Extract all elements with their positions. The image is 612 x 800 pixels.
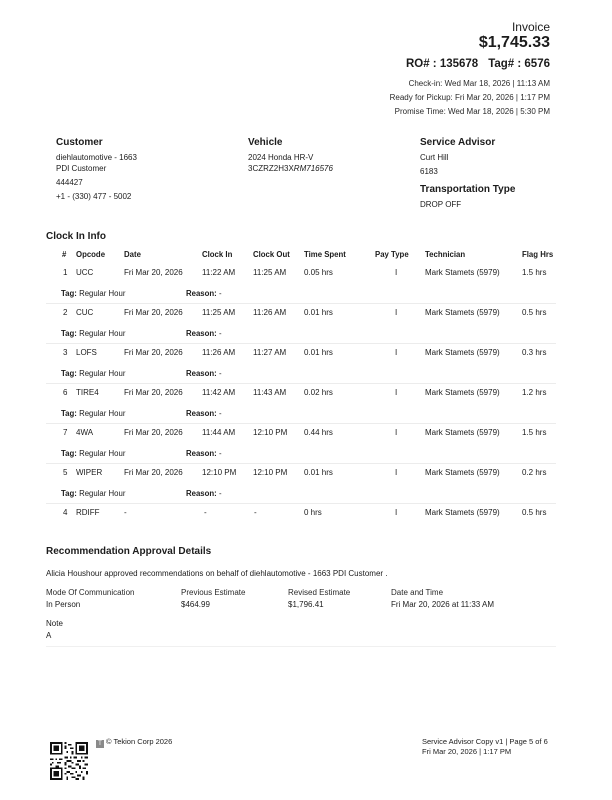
row-pay-type: I <box>395 388 398 397</box>
clock-in-entry <box>46 424 556 464</box>
footer-copyright <box>96 737 172 748</box>
col-clock-out: Clock Out <box>253 250 290 259</box>
row-tag: Regular Hour <box>79 409 126 418</box>
row-tag-line <box>61 369 222 378</box>
col-pay-type: Pay Type <box>375 250 409 259</box>
row-date: Fri Mar 20, 2026 <box>124 308 183 317</box>
row-date: Fri Mar 20, 2026 <box>124 428 183 437</box>
approval-text: Alicia Houshour approved recommendations on behalf of diehlautomotive - 1663 PDI Customer . <box>46 569 388 578</box>
previous-estimate-value: $464.99 <box>181 600 210 609</box>
service-advisor-name: Curt Hill <box>420 153 449 162</box>
row-tag: Regular Hour <box>79 489 126 498</box>
row-date: - <box>124 508 127 517</box>
row-number: 5 <box>63 468 68 477</box>
table-row <box>46 468 556 479</box>
clock-in-title: Clock In Info <box>46 231 106 242</box>
row-flag-hrs: 0.5 hrs <box>522 508 547 517</box>
row-technician: Mark Stamets (5979) <box>425 348 500 357</box>
col-number: # <box>62 250 67 259</box>
row-clock-out: 11:26 AM <box>253 308 287 317</box>
clock-in-entry <box>46 504 556 526</box>
previous-estimate-label: Previous Estimate <box>181 588 246 597</box>
vin-prefix: 3CZRZ2H3X <box>248 164 294 173</box>
row-clock-out: 11:43 AM <box>253 388 287 397</box>
ro-tag-line <box>406 58 550 70</box>
row-clock-in: 11:42 AM <box>202 388 236 397</box>
tekion-logo-icon: T <box>96 740 104 748</box>
mode-of-communication <box>46 587 134 611</box>
reason-label: Reason: <box>186 409 217 418</box>
date-and-time <box>391 587 494 611</box>
vin-suffix: RM716576 <box>293 164 333 173</box>
reason-label: Reason: <box>186 449 217 458</box>
transportation-heading: Transportation Type <box>420 184 516 195</box>
row-pay-type: I <box>395 268 398 277</box>
row-reason <box>186 289 222 298</box>
revised-estimate <box>288 587 350 611</box>
reason-label: Reason: <box>186 489 217 498</box>
row-clock-in: 12:10 PM <box>202 468 237 477</box>
transportation-value: DROP OFF <box>420 200 462 209</box>
row-flag-hrs: 1.5 hrs <box>522 268 547 277</box>
row-flag-hrs: 1.5 hrs <box>522 428 547 437</box>
row-reason-value: - <box>218 329 222 338</box>
tag-number: Tag# : 6576 <box>488 58 550 70</box>
row-clock-in: 11:25 AM <box>202 308 236 317</box>
row-time-spent: 0.01 hrs <box>304 308 333 317</box>
vehicle-vin <box>248 163 333 174</box>
reason-label: Reason: <box>186 329 217 338</box>
footer-date-line: Fri Mar 20, 2026 | 1:17 PM <box>422 746 512 756</box>
row-clock-in: - <box>204 508 207 517</box>
row-date: Fri Mar 20, 2026 <box>124 268 183 277</box>
row-time-spent: 0.44 hrs <box>304 428 333 437</box>
clock-in-entry <box>46 344 556 384</box>
row-reason <box>186 369 222 378</box>
table-row <box>46 508 556 519</box>
row-tag-line <box>61 329 222 338</box>
row-date: Fri Mar 20, 2026 <box>124 468 183 477</box>
vehicle-model: 2024 Honda HR-V <box>248 153 314 162</box>
vehicle-block <box>248 137 333 174</box>
row-time-spent: 0.01 hrs <box>304 348 333 357</box>
row-time-spent: 0.01 hrs <box>304 468 333 477</box>
row-reason <box>186 489 222 498</box>
row-technician: Mark Stamets (5979) <box>425 468 500 477</box>
footer-copy-line: Service Advisor Copy v1 | Page 5 of 6 <box>422 737 548 746</box>
customer-block <box>56 137 137 202</box>
table-row <box>46 428 556 439</box>
row-clock-out: 11:25 AM <box>253 268 287 277</box>
ro-number: RO# : 135678 <box>405 58 479 70</box>
reason-label: Reason: <box>186 369 217 378</box>
row-number: 3 <box>63 348 68 357</box>
customer-line2: PDI Customer <box>56 164 107 173</box>
row-number: 6 <box>63 388 68 397</box>
service-advisor-block <box>420 137 495 177</box>
qr-code-icon <box>50 742 88 780</box>
table-row <box>46 308 556 319</box>
row-clock-in: 11:44 AM <box>202 428 236 437</box>
row-clock-out: 11:27 AM <box>253 348 287 357</box>
note-value: A <box>46 631 52 640</box>
row-clock-out: - <box>254 508 257 517</box>
row-opcode: LOFS <box>76 348 97 357</box>
row-pay-type: I <box>395 428 398 437</box>
col-time-spent: Time Spent <box>304 250 346 259</box>
row-technician: Mark Stamets (5979) <box>425 268 500 277</box>
note-block <box>46 618 63 642</box>
row-number: 2 <box>63 308 68 317</box>
tag-label: Tag: <box>61 449 77 458</box>
row-number: 1 <box>63 268 68 277</box>
row-opcode: TIRE4 <box>76 388 99 397</box>
row-clock-in: 11:22 AM <box>202 268 236 277</box>
row-pay-type: I <box>395 348 398 357</box>
row-clock-out: 12:10 PM <box>253 428 288 437</box>
row-technician: Mark Stamets (5979) <box>425 308 500 317</box>
row-flag-hrs: 0.2 hrs <box>522 468 547 477</box>
row-tag-line <box>61 489 222 498</box>
promise-time: Promise Time: Wed Mar 18, 2026 | 5:30 PM <box>394 107 550 116</box>
vehicle-heading: Vehicle <box>248 137 283 148</box>
row-tag: Regular Hour <box>79 449 126 458</box>
col-technician: Technician <box>425 250 466 259</box>
row-tag-line <box>61 449 222 458</box>
row-number: 4 <box>63 508 68 517</box>
col-flag-hrs: Flag Hrs <box>522 250 554 259</box>
tag-label: Tag: <box>61 409 77 418</box>
row-opcode: WIPER <box>76 468 103 477</box>
row-opcode: RDIFF <box>76 508 100 517</box>
row-reason-value: - <box>218 409 222 418</box>
row-reason <box>186 329 222 338</box>
note-divider <box>46 646 556 647</box>
row-reason-value: - <box>218 369 222 378</box>
revised-estimate-label: Revised Estimate <box>288 588 351 597</box>
invoice-total: $1,745.33 <box>478 34 550 51</box>
row-reason <box>186 449 222 458</box>
row-time-spent: 0 hrs <box>304 508 322 517</box>
col-opcode: Opcode <box>76 250 106 259</box>
row-flag-hrs: 0.3 hrs <box>522 348 547 357</box>
recommendation-title: Recommendation Approval Details <box>46 546 212 557</box>
row-reason <box>186 409 222 418</box>
row-reason-value: - <box>218 449 222 458</box>
clock-in-rows <box>46 264 556 526</box>
footer-page-info <box>422 737 548 756</box>
clock-in-entry <box>46 384 556 424</box>
check-in-time: Check-in: Wed Mar 18, 2026 | 11:13 AM <box>408 79 550 88</box>
row-flag-hrs: 0.5 hrs <box>522 308 547 317</box>
row-pay-type: I <box>395 308 398 317</box>
row-date: Fri Mar 20, 2026 <box>124 388 183 397</box>
row-time-spent: 0.05 hrs <box>304 268 333 277</box>
copyright-text: © Tekion Corp 2026 <box>106 737 173 746</box>
row-tag: Regular Hour <box>79 329 126 338</box>
row-reason-value: - <box>218 289 222 298</box>
previous-estimate <box>181 587 245 611</box>
reason-label: Reason: <box>186 289 217 298</box>
clock-in-entry <box>46 264 556 304</box>
row-date: Fri Mar 20, 2026 <box>124 348 183 357</box>
table-row <box>46 388 556 399</box>
date-time-value: Fri Mar 20, 2026 at 11:33 AM <box>391 600 495 609</box>
row-technician: Mark Stamets (5979) <box>425 428 500 437</box>
invoice-label: Invoice <box>511 20 550 34</box>
row-time-spent: 0.02 hrs <box>304 388 333 397</box>
row-technician: Mark Stamets (5979) <box>425 508 500 517</box>
col-date: Date <box>124 250 141 259</box>
row-tag: Regular Hour <box>79 289 126 298</box>
note-label: Note <box>46 619 63 628</box>
customer-name: diehlautomotive - 1663 <box>56 153 137 162</box>
transportation-block <box>420 184 515 210</box>
row-pay-type: I <box>395 508 398 517</box>
row-pay-type: I <box>395 468 398 477</box>
table-row <box>46 348 556 359</box>
ready-for-pickup-time: Ready for Pickup: Fri Mar 20, 2026 | 1:17 PM <box>389 93 550 102</box>
mode-value: In Person <box>46 600 81 609</box>
tag-label: Tag: <box>61 369 77 378</box>
row-tag-line <box>61 409 222 418</box>
date-time-label: Date and Time <box>391 588 444 597</box>
row-opcode: 4WA <box>76 428 94 437</box>
row-tag-line <box>61 289 222 298</box>
customer-heading: Customer <box>56 137 103 148</box>
col-clock-in: Clock In <box>202 250 233 259</box>
clock-in-entry <box>46 304 556 344</box>
row-number: 7 <box>63 428 68 437</box>
tag-label: Tag: <box>61 489 77 498</box>
customer-phone: +1 - (330) 477 - 5002 <box>56 192 132 201</box>
row-opcode: UCC <box>76 268 94 277</box>
row-flag-hrs: 1.2 hrs <box>522 388 547 397</box>
table-row <box>46 268 556 279</box>
service-advisor-heading: Service Advisor <box>420 137 496 148</box>
clock-in-entry <box>46 464 556 504</box>
tag-label: Tag: <box>61 289 77 298</box>
row-tag: Regular Hour <box>79 369 126 378</box>
row-technician: Mark Stamets (5979) <box>425 388 500 397</box>
row-reason-value: - <box>218 489 222 498</box>
clock-in-header <box>46 250 556 262</box>
tag-label: Tag: <box>61 329 77 338</box>
row-clock-in: 11:26 AM <box>202 348 236 357</box>
service-advisor-id: 6183 <box>420 167 438 176</box>
row-opcode: CUC <box>76 308 94 317</box>
mode-label: Mode Of Communication <box>46 588 135 597</box>
row-clock-out: 12:10 PM <box>253 468 288 477</box>
customer-id: 444427 <box>56 178 83 187</box>
revised-estimate-value: $1,796.41 <box>288 600 324 609</box>
